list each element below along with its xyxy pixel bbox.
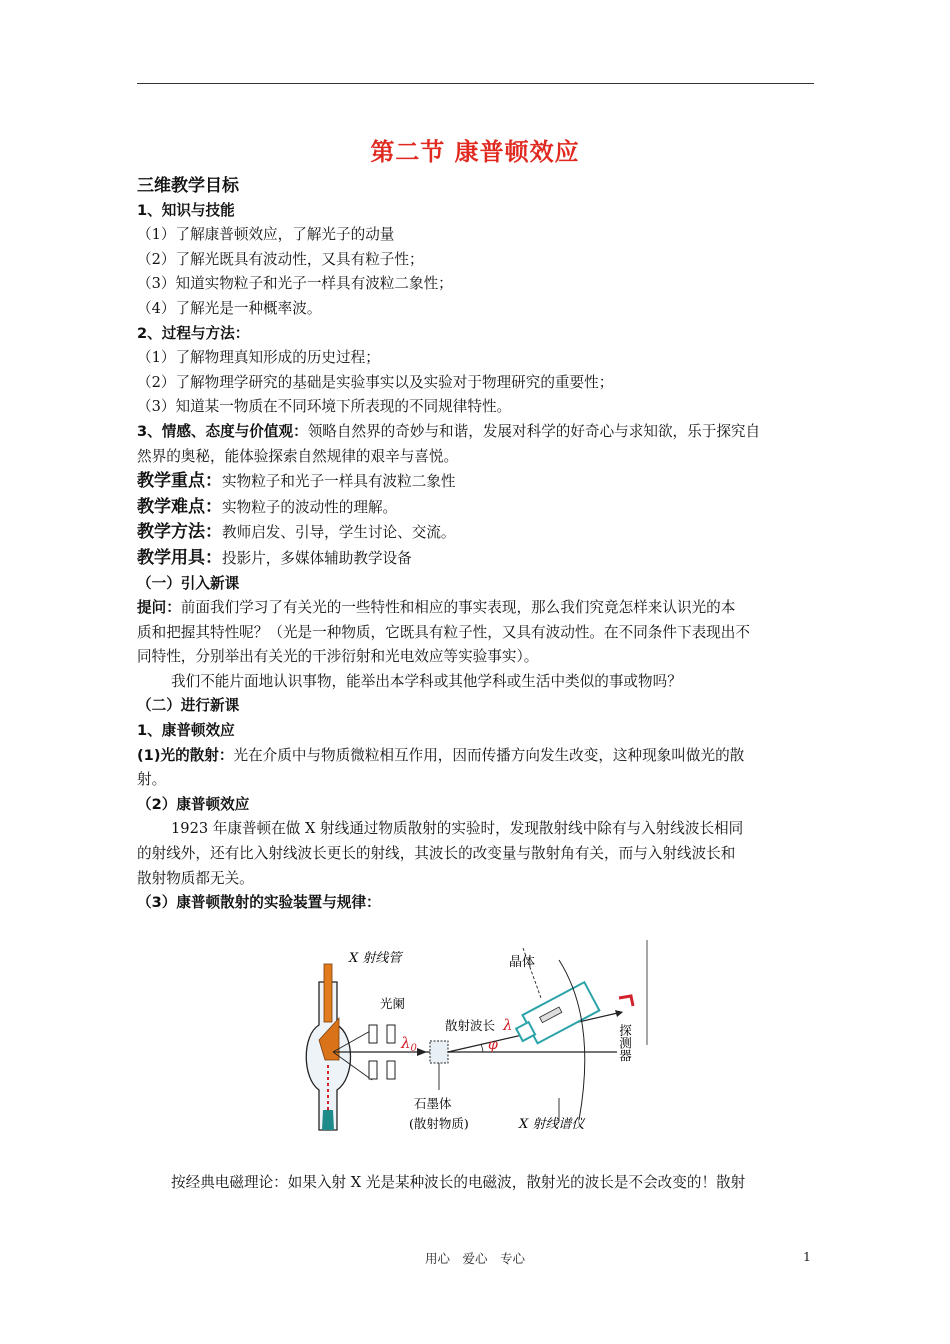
scatter-label: (1)光的散射： [137, 746, 234, 764]
phi-label: φ [488, 1036, 498, 1053]
aperture-2-top [387, 1025, 395, 1043]
scatter-paragraph [137, 744, 816, 769]
question-text-1: 前面我们学习了有关光的一些特性和相应的事实表现，那么我们究竟怎样来认识光的本 [180, 599, 736, 617]
attitude-text-2: 然界的奥秘，能体验探索自然规律的艰辛与喜悦。 [137, 447, 459, 465]
document-body [137, 174, 816, 1195]
process-item-3: （3）知道某一物质在不同环境下所表现的不同规律特性。 [137, 398, 512, 416]
scatter-wavelength-label: 散射波长 [445, 1017, 496, 1033]
compton-text-3: 散射物质都无关。 [137, 869, 254, 887]
scatter-text-1: 光在介质中与物质微粒相互作用，因而传播方向发生改变，这种现象叫做光的散 [233, 746, 745, 764]
anode-rod [324, 964, 332, 1022]
crystal-holder [512, 982, 599, 1049]
page-title: 第二节 康普顿效应 [370, 138, 580, 166]
scattered-arrow [615, 1010, 623, 1017]
knowledge-item-3: （3）知道实物粒子和光子一样具有波粒二象性； [137, 275, 453, 293]
aperture-1-top [369, 1025, 377, 1043]
crystal-label: 晶体 [509, 954, 536, 970]
attitude-label: 3、情感、态度与价值观： [137, 422, 308, 440]
teaching-method-label: 教学方法： [137, 522, 222, 543]
difficulty [137, 495, 816, 521]
heading-process: 2、过程与方法： [137, 324, 250, 342]
compton-text-2: 的射线外，还有比入射线波长更长的射线，其波长的改变量与散射角有关，而与入射线波长和 [137, 845, 736, 863]
teaching-tools-text: 投影片，多媒体辅助教学设备 [222, 549, 412, 567]
classical-theory-line: 按经典电磁理论：如果入射 X 光是某种波长的电磁波，散射光的波长是不会改变的！散射 [171, 1173, 746, 1191]
teaching-method [137, 520, 816, 546]
teaching-tools [137, 546, 816, 572]
key-point-text: 实物粒子和光子一样具有波粒二象性 [222, 473, 456, 491]
compton-text-1: 1923 年康普顿在做 X 射线通过物质散射的实验时，发现散射线中除有与入射线波长相同 [171, 820, 744, 838]
lambda0-label: $\lambda_0$ [401, 1033, 417, 1054]
attitude-paragraph [137, 420, 816, 445]
section-title: 三维教学目标 [137, 176, 239, 196]
teaching-method-text: 教师启发、引导，学生讨论、交流。 [222, 524, 456, 542]
scatter-material-label: (散射物质) [409, 1115, 469, 1131]
header-rule [137, 83, 814, 84]
process-item-2: （2）了解物理学研究的基础是实验事实以及实验对于物理研究的重要性； [137, 373, 614, 391]
xray-tube-label: X 射线管 [349, 950, 402, 966]
knowledge-item-2: （2）了解光既具有波动性，又具有粒子性； [137, 250, 424, 268]
spectrometer-label: X 射线谱仪 [519, 1116, 585, 1132]
scatter-angle-arc [481, 1044, 483, 1052]
aperture-label: 光阑 [380, 995, 406, 1011]
graphite-block [430, 1041, 448, 1063]
part-one-heading: （一）引入新课 [137, 574, 240, 592]
graphite-label: 石墨体 [414, 1095, 452, 1111]
difficulty-text: 实物粒子的波动性的理解。 [222, 498, 398, 516]
key-point [137, 469, 816, 495]
footer-text: 用心 爱心 专心 [424, 1251, 525, 1266]
part-two-heading: （二）进行新课 [137, 697, 240, 715]
question-text-4: 我们不能片面地认识事物，能举出本学科或其他学科或生活中类似的事或物吗？ [171, 672, 682, 690]
scatter-text-2: 射。 [137, 771, 167, 789]
knowledge-item-1: （1）了解康普顿效应，了解光子的动量 [137, 226, 395, 244]
key-point-label: 教学重点： [137, 471, 222, 492]
detector-label: 探测器 [617, 1023, 633, 1062]
compton-effect-heading: （2）康普顿效应 [137, 795, 250, 813]
aperture-1-bottom [369, 1061, 377, 1079]
knowledge-item-4: （4）了解光是一种概率波。 [137, 299, 322, 317]
setup-heading: （3）康普顿散射的实验装置与规律： [137, 894, 381, 912]
teaching-tools-label: 教学用具： [137, 547, 222, 568]
apparatus-diagram [297, 940, 659, 1150]
difficulty-label: 教学难点： [137, 496, 222, 517]
aperture-2-bottom [387, 1061, 395, 1079]
compton-apparatus-figure [137, 916, 816, 1171]
beam-arrow [417, 1048, 427, 1056]
lambda-label: λ [503, 1015, 513, 1034]
heading-knowledge: 1、知识与技能 [137, 201, 235, 219]
question-label: 提问： [137, 599, 181, 617]
question-text-3: 同特性，分别举出有关光的干涉衍射和光电效应等实验事实）。 [137, 648, 539, 666]
cathode [322, 1110, 334, 1130]
process-item-1: （1）了解物理真知形成的历史过程； [137, 349, 380, 367]
compton-section-heading: 1、康普顿效应 [137, 722, 235, 740]
detector-icon [619, 996, 633, 1006]
question-text-2: 质和把握其特性呢？（光是一种物质，它既具有粒子性，又具有波动性。在不同条件下表现出不 [137, 623, 750, 641]
attitude-text-1: 领略自然界的奇妙与和谐，发展对科学的好奇心与求知欲，乐于探究自 [307, 422, 761, 440]
question-paragraph [137, 596, 816, 621]
page-number: 1 [803, 1249, 811, 1264]
